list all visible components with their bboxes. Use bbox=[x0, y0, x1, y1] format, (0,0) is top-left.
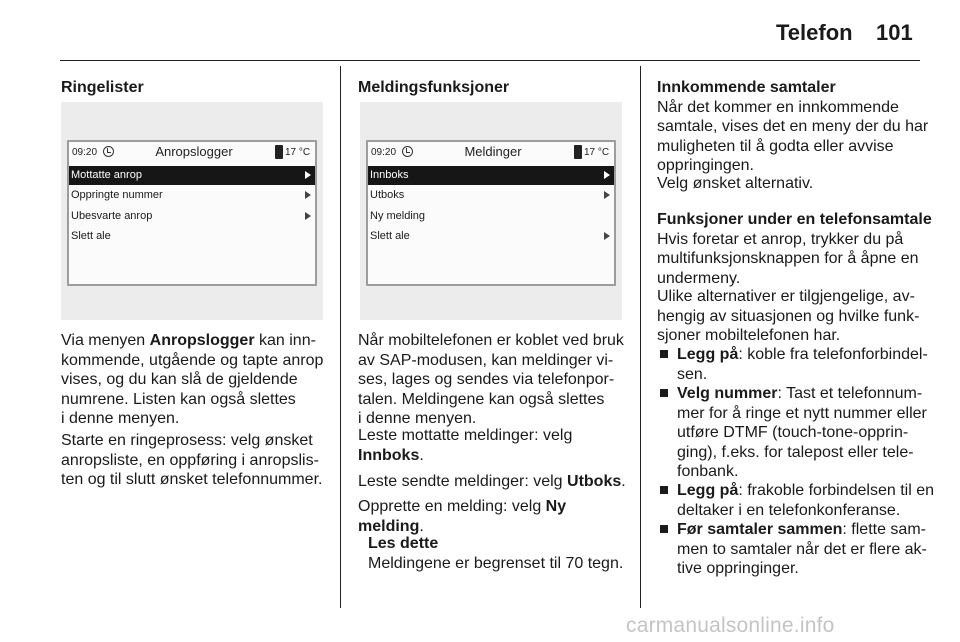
lcd-menu-item-oppringte-nummer[interactable]: Oppringte nummer bbox=[69, 186, 315, 205]
section-innkommende: Innkommende samtaler Når det kommer en innkommende samtale, vises det en meny der du har muligheten til å godta eller avvise oppringingen. bbox=[657, 79, 929, 174]
lcd-status-bar bbox=[368, 142, 614, 164]
column-divider-1 bbox=[340, 66, 341, 608]
phone-icon bbox=[574, 145, 582, 159]
lcd-temperature: 17 °C bbox=[584, 147, 610, 158]
section-heading-ringelister: Ringelister bbox=[61, 79, 144, 96]
lcd-display bbox=[67, 140, 317, 286]
paragraph-velg-alternativ: Velg ønsket alternativ. bbox=[657, 175, 814, 192]
lcd-display bbox=[366, 140, 616, 286]
menu-name: melding bbox=[358, 517, 420, 535]
paragraph-meldinger-3: Leste sendte meldinger: velg Utboks. bbox=[358, 473, 626, 490]
page-title: Telefon bbox=[776, 20, 853, 45]
note-heading: Les dette bbox=[368, 535, 439, 552]
lcd-menu-item-ubesvarte-anrop[interactable]: Ubesvarte anrop bbox=[69, 207, 315, 226]
arrow-right-icon bbox=[305, 171, 311, 179]
arrow-right-icon bbox=[604, 191, 610, 199]
clock-icon bbox=[402, 146, 413, 157]
lcd-menu-item-innboks[interactable]: Innboks bbox=[368, 166, 614, 185]
lcd-menu-item-slett-ale[interactable]: Slett ale bbox=[71, 230, 111, 242]
arrow-right-icon bbox=[305, 191, 311, 199]
menu-name: Ny bbox=[545, 498, 567, 515]
paragraph-ringelister-1: Via menyen Anropslogger kan inn- kommende, utgående og tapte anrop vises, og du kan slå de gjeldende numrene. Listen kan også slettes i denne menyen. bbox=[61, 332, 324, 427]
bullet-square-icon bbox=[660, 389, 668, 397]
lcd-time: 09:20 bbox=[72, 147, 98, 158]
paragraph-alternativer: Ulike alternativer er tilgjengelige, av- hengig av situasjonen og hvilke funk- sjoner mobiltelefonen har. bbox=[657, 288, 920, 344]
phone-icon bbox=[275, 145, 283, 159]
lcd-time: 09:20 bbox=[371, 147, 397, 158]
display-screenshot-anropslogger bbox=[61, 102, 323, 320]
lcd-status-bar bbox=[69, 142, 315, 164]
arrow-right-icon bbox=[305, 212, 311, 220]
paragraph-meldinger-4: Opprette en melding: velg Ny melding. bbox=[358, 498, 567, 535]
paragraph-meldinger-2: Leste mottatte meldinger: velg Innboks. bbox=[358, 427, 573, 464]
menu-name: Anropslogger bbox=[149, 332, 255, 349]
menu-name: Utboks bbox=[567, 473, 622, 490]
menu-name: Innboks bbox=[358, 446, 420, 464]
lcd-menu-item-utboks[interactable]: Utboks bbox=[368, 186, 614, 205]
clock-icon bbox=[103, 146, 114, 157]
lcd-menu-title: Anropslogger bbox=[155, 144, 233, 159]
bullet-square-icon bbox=[660, 525, 668, 533]
arrow-right-icon bbox=[604, 232, 610, 240]
section-heading-funksjoner: Funksjoner under en telefonsamtale bbox=[657, 211, 932, 228]
bullet-square-icon bbox=[660, 486, 668, 494]
page-header bbox=[0, 0, 960, 62]
lcd-menu-title: Meldinger bbox=[464, 144, 522, 159]
section-heading-meldingsfunksjoner: Meldingsfunksjoner bbox=[358, 79, 510, 96]
display-screenshot-meldinger bbox=[360, 102, 622, 320]
column-divider-2 bbox=[640, 66, 641, 608]
paragraph-ringelister-2: Starte en ringeprosess: velg ønsket anropsliste, en oppføring i anropslis- ten og til slutt ønsket telefonnummer. bbox=[61, 432, 323, 488]
lcd-temperature: 17 °C bbox=[285, 147, 311, 158]
arrow-right-icon bbox=[604, 171, 610, 179]
note-box bbox=[368, 534, 623, 573]
watermark: carmanualsonline.info bbox=[626, 614, 835, 637]
section-heading-innkommende: Innkommende samtaler bbox=[657, 79, 836, 96]
page-number: 101 bbox=[876, 20, 913, 45]
lcd-menu-item-ny-melding[interactable]: Ny melding bbox=[370, 210, 426, 222]
paragraph-meldinger-1: Når mobiltelefonen er koblet ved bruk av SAP-modusen, kan meldinger vi- ses, lages og sendes via telefonpor- talen. Meldingene kan også slettes i denne menyen. bbox=[358, 332, 624, 427]
lcd-menu-item-mottatte-anrop[interactable]: Mottatte anrop bbox=[69, 166, 315, 185]
section-funksjoner: Funksjoner under en telefonsamtale Hvis foretar et anrop, trykker du på multifunksjonsknappen for å åpne en undermeny. bbox=[657, 211, 932, 287]
note-text: Meldingene er begrenset til 70 tegn. bbox=[368, 554, 624, 572]
bullet-square-icon bbox=[660, 350, 668, 358]
header-divider bbox=[60, 60, 920, 61]
lcd-menu-item-slett-ale[interactable]: Slett ale bbox=[368, 227, 614, 246]
